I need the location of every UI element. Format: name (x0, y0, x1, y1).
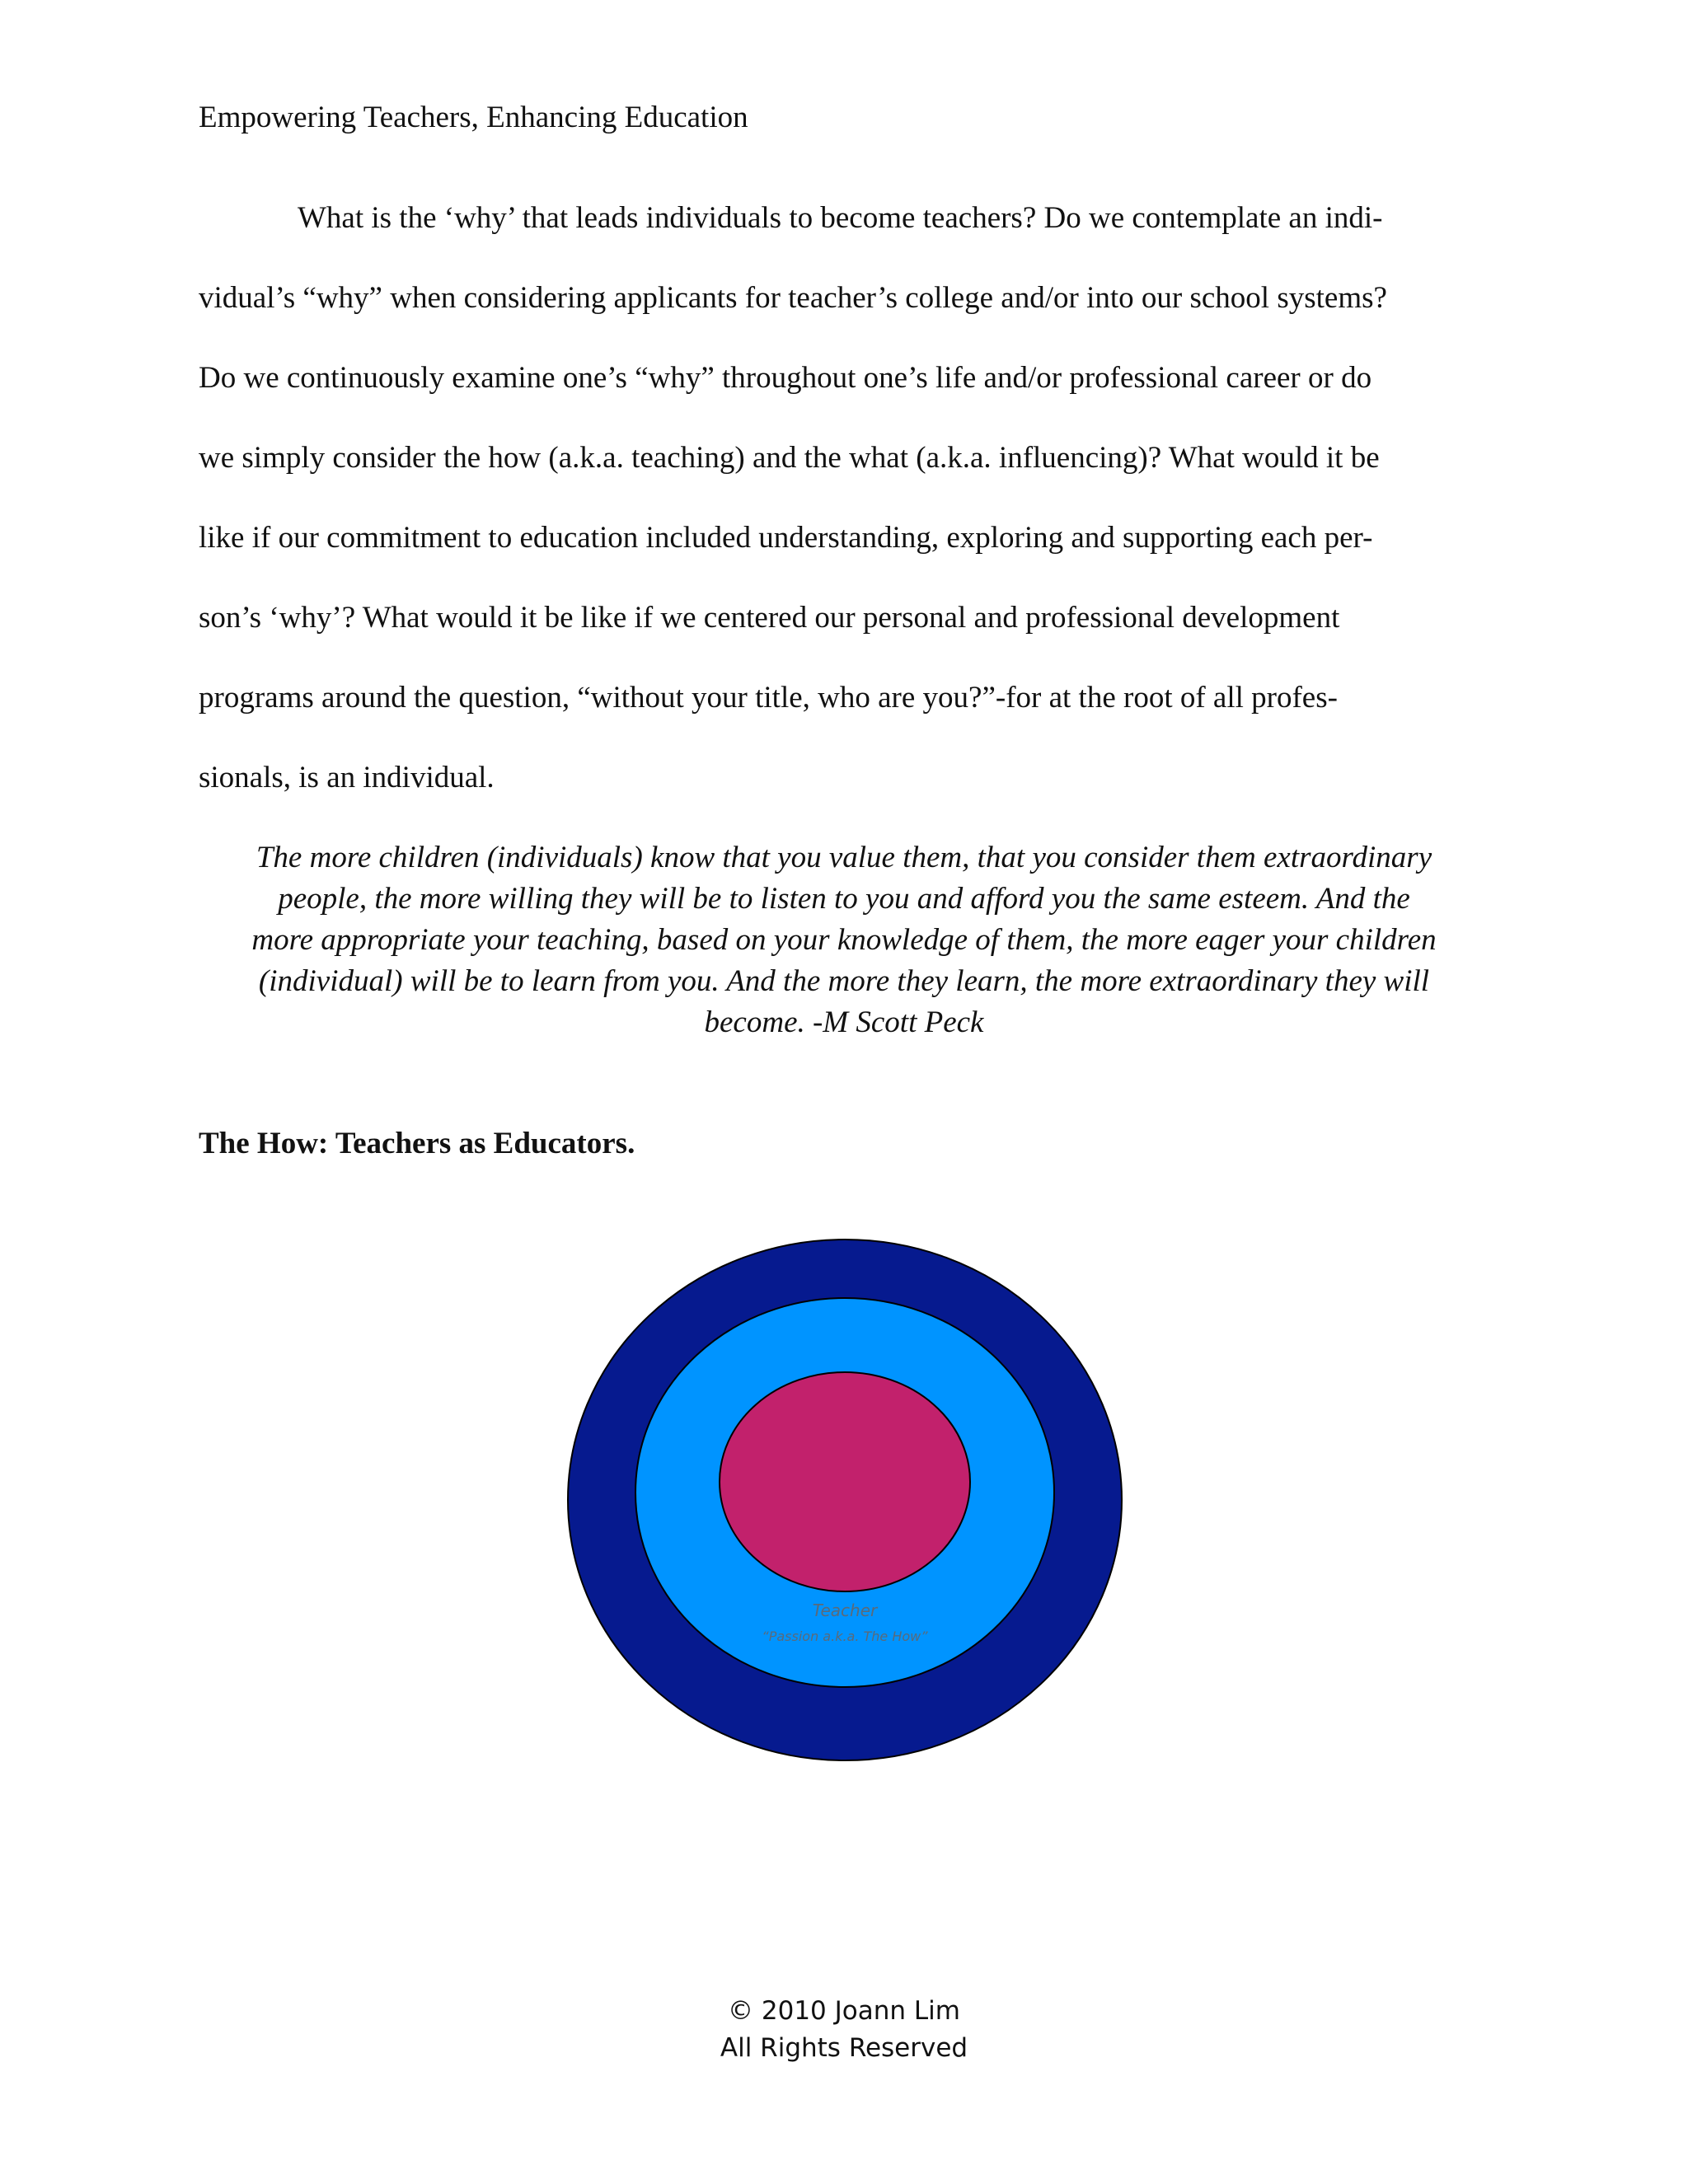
quote-line: (individual) will be to learn from you. And the more they learn, the more extraordinary they will (258, 964, 1430, 998)
inner-circle (720, 1372, 970, 1591)
quote-line: more appropriate your teaching, based on your knowledge of them, the more eager your children (251, 923, 1437, 957)
copyright-text: © 2010 Joann Lim (728, 1996, 960, 2026)
body-line: like if our commitment to education included understanding, exploring and supporting each per- (199, 521, 1373, 555)
body-line: Do we continuously examine one’s “why” throughout one’s life and/or professional career or do (199, 361, 1372, 395)
block-quote (199, 837, 1489, 1043)
body-line: vidual’s “why” when considering applicants for teacher’s college and/or into our school systems? (199, 281, 1387, 315)
footer (0, 1993, 1688, 2067)
body-line: son’s ‘why’? What would it be like if we centered our personal and professional development (199, 601, 1340, 635)
quote-attribution-line: become. -M Scott Peck (704, 1005, 984, 1039)
quote-line: The more children (individuals) know that you value them, that you consider them extraordinary (256, 841, 1432, 874)
diagram-label-subtitle: “Passion a.k.a. The How” (762, 1629, 928, 1644)
document-title: Empowering Teachers, Enhancing Education (199, 101, 748, 134)
body-line: we simply consider the how (a.k.a. teaching) and the what (a.k.a. influencing)? What would it be (199, 441, 1380, 475)
body-line: What is the ‘why’ that leads individuals to become teachers? Do we contemplate an indi- (298, 201, 1383, 235)
body-line: programs around the question, “without your title, who are you?”-for at the root of all profes- (199, 681, 1338, 715)
quote-line: people, the more willing they will be to listen to you and afford you the same esteem. And the (278, 882, 1410, 916)
diagram-label-title: Teacher (812, 1601, 878, 1620)
section-heading: The How: Teachers as Educators. (199, 1127, 635, 1160)
rights-text: All Rights Reserved (720, 2033, 968, 2063)
concentric-circles-diagram (560, 1232, 1129, 1768)
body-line: sionals, is an individual. (199, 761, 495, 794)
